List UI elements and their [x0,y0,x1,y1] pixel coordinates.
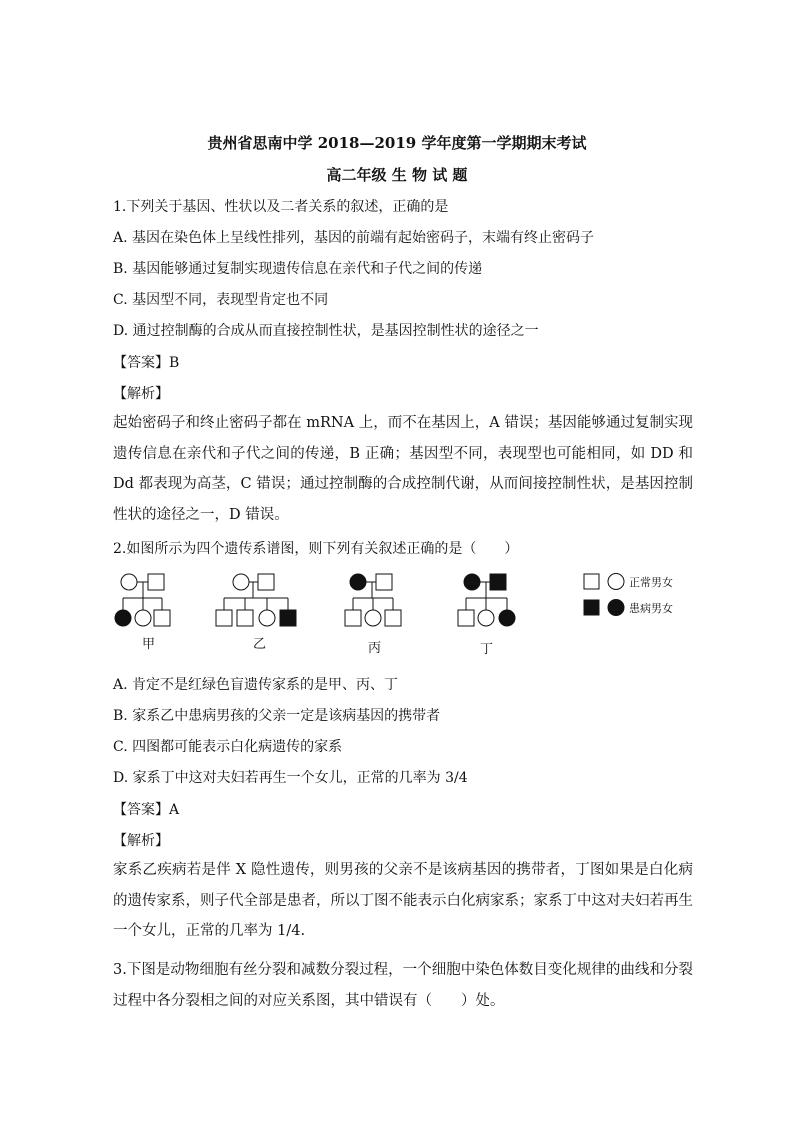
pedigree-label-jia: 甲 [142,637,156,652]
q1-stem: 1.下列关于基因、性状以及二者关系的叙述，正确的是 [113,199,449,215]
pedigree-label-ding: 丁 [480,642,494,657]
q1-option-c: C. 基因型不同，表现型肯定也不同 [113,292,329,308]
legend-normal-label: 正常男女 [629,576,673,589]
q2-option-a: A. 肯定不是红绿色盲遗传家系的是甲、丙、丁 [113,677,399,693]
exam-title: 贵州省思南中学 2018—2019 学年度第一学期期末考试 [207,134,587,152]
q2-analysis: 家系乙疾病若是伴 X 隐性遗传，则男孩的父亲不是该病基因的携带者，丁图如果是白化病的遗传家系，则子代全部是患者，所以丁图不能表示白化病家系；家系丁中这对夫妇若再生一个女儿，正常的几率为 1/4. [113,862,693,939]
pedigree-figure [110,565,690,660]
q1-analysis: 起始密码子和终止密码子都在 mRNA 上，而不在基因上，A 错误；基因能够通过复制实现遗传信息在亲代和子代之间的传递，B 正确；基因型不同，表现型也可能相同，如 DD 和 Dd 都表现为高茎，C 错误；通过控制酶的合成控制代谢，从而间接控制性状，是基因控制性状的途径之一，D 错误。 [113,415,693,523]
q2-option-b: B. 家系乙中患病男孩的父亲一定是该病基因的携带者 [113,708,441,724]
q1-answer: 【答案】B [113,355,180,371]
pedigree-legend [584,574,624,616]
exam-subtitle: 高二年级 生 物 试 题 [326,166,468,184]
pedigree-label-yi: 乙 [253,637,267,652]
q2-option-c: C. 四图都可能表示白化病遗传的家系 [113,739,343,755]
pedigree-jia [115,574,170,626]
q1-analysis-label: 【解析】 [113,386,169,402]
q2-analysis-label: 【解析】 [113,833,169,849]
pedigree-bing [345,574,401,626]
pedigree-label-bing: 丙 [368,641,382,656]
q2-answer: 【答案】A [113,802,180,818]
legend-affected-label: 患病男女 [629,602,673,615]
q2-option-d: D. 家系丁中这对夫妇若再生一个女儿，正常的几率为 3/4 [113,770,468,786]
q2-stem: 2.如图所示为四个遗传系谱图，则下列有关叙述正确的是（ ） [113,541,519,557]
pedigree-yi [216,574,296,626]
q1-option-a: A. 基因在染色体上呈线性排列，基因的前端有起始密码子，末端有终止密码子 [113,230,595,246]
pedigree-ding [458,574,515,626]
q1-option-d: D. 通过控制酶的合成从而直接控制性状，是基因控制性状的途径之一 [113,323,539,339]
q3-stem: 3.下图是动物细胞有丝分裂和减数分裂过程，一个细胞中染色体数目变化规律的曲线和分裂过程中各分裂相之间的对应关系图，其中错误有（ ）处。 [113,962,693,1009]
q1-option-b: B. 基因能够通过复制实现遗传信息在亲代和子代之间的传递 [113,261,483,277]
